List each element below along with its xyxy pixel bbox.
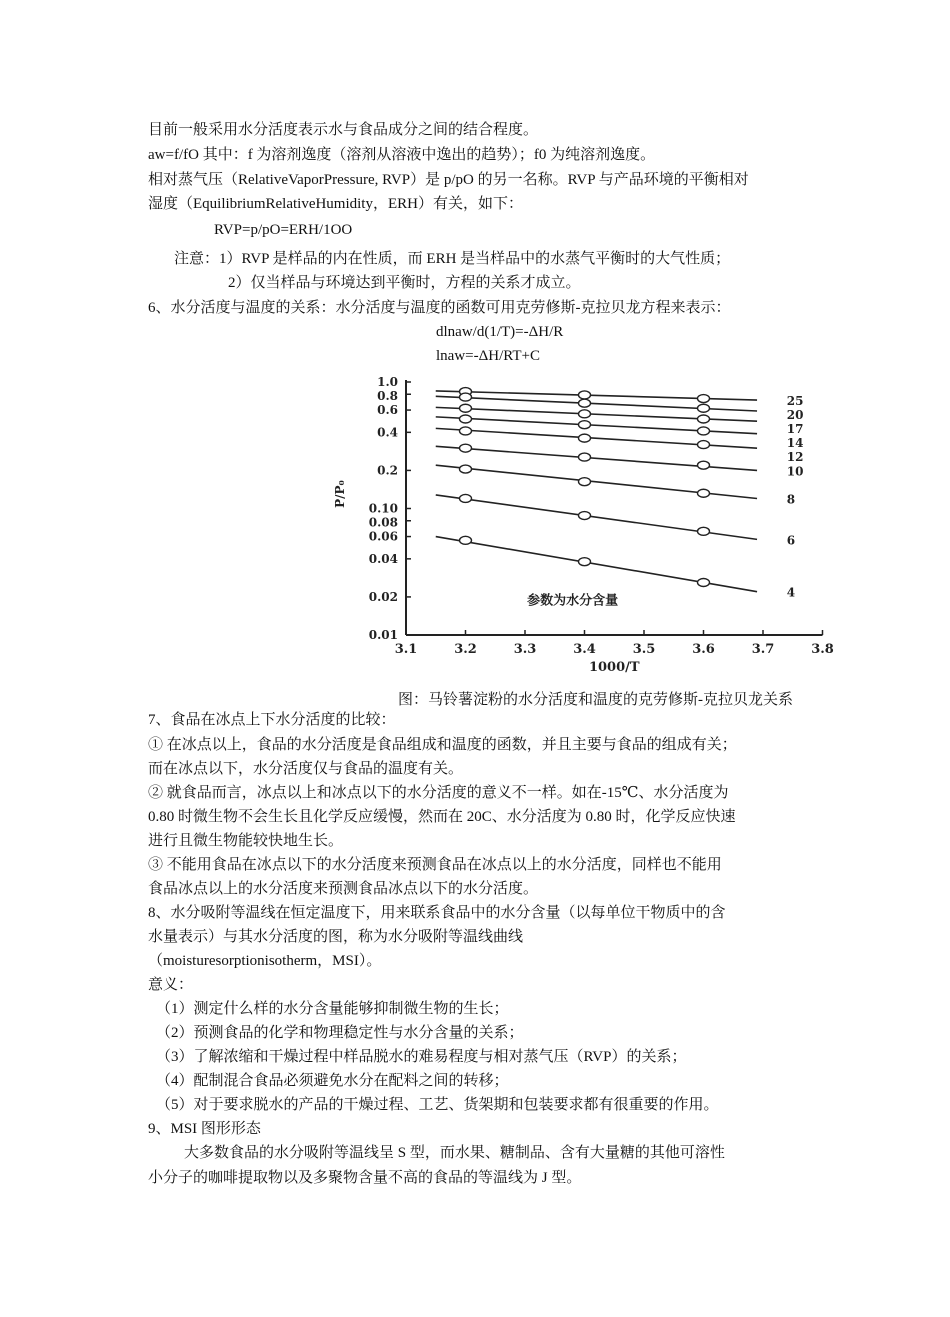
data-point-14 (579, 421, 591, 429)
series-label: 25 (786, 394, 804, 409)
data-point-17 (698, 415, 710, 423)
data-point-4 (460, 536, 472, 544)
section-8-line: 8、水分吸附等温线在恒定温度下，用来联系食品中的水分含量（以每单位干物质中的含 (148, 905, 726, 921)
data-point-10 (460, 444, 472, 452)
note-line: 2）仅当样品与环境达到平衡时，方程的关系才成立。 (228, 275, 581, 291)
data-point-10 (698, 461, 710, 469)
series-label: 6 (786, 533, 796, 548)
data-point-6 (698, 527, 710, 535)
x-axis-label: 1000/T (588, 660, 640, 675)
intro-line: 湿度（EquilibriumRelativeHumidity，ERH）有关，如下： (148, 196, 523, 212)
section-7-line: ① 在冰点以上，食品的水分活度是食品组成和温度的函数，并且主要与食品的组成有关； (148, 737, 737, 753)
equation-2: lnaw=-ΔH/RT+C (436, 348, 540, 364)
y-tick-label: 0.02 (368, 589, 398, 604)
data-point-8 (460, 465, 472, 473)
data-point-12 (698, 441, 710, 449)
significance-item: （3）了解浓缩和干燥过程中样品脱水的难易程度与相对蒸气压（RVP）的关系； (156, 1049, 687, 1065)
y-axis-label: P/P₀ (333, 480, 347, 508)
series-label: 20 (786, 408, 804, 423)
series-label: 14 (786, 436, 804, 451)
data-point-12 (460, 427, 472, 435)
series-label: 17 (786, 422, 804, 437)
significance-item: （5）对于要求脱水的产品的干燥过程、工艺、货架期和包装要求都有很重要的作用。 (156, 1097, 719, 1113)
y-tick-label: 0.04 (368, 551, 398, 566)
significance-item: （2）预测食品的化学和物理稳定性与水分含量的关系； (156, 1025, 524, 1041)
data-point-17 (460, 404, 472, 412)
note-line: 注意：1）RVP 是样品的内在性质，而 ERH 是当样品中的水蒸气平衡时的大气性质； (174, 251, 731, 267)
clausius-clapeyron-chart (330, 370, 834, 680)
data-point-20 (698, 404, 710, 412)
series-label: 12 (786, 450, 804, 465)
data-point-14 (460, 415, 472, 423)
series-label: 10 (786, 464, 804, 479)
data-point-8 (698, 489, 710, 497)
section-9-line: 小分子的咖啡提取物以及多聚物含量不高的食品的等温线为 J 型。 (148, 1170, 582, 1186)
y-tick-label: 0.08 (368, 515, 398, 530)
section-7-line: ③ 不能用食品在冰点以下的水分活度来预测食品在冰点以上的水分活度，同样也不能用 (148, 857, 722, 873)
significance-item: （4）配制混合食品必须避免水分在配料之间的转移； (156, 1073, 509, 1089)
data-point-8 (579, 478, 591, 486)
section-7-line: 食品冰点以上的水分活度来预测食品冰点以下的水分活度。 (148, 881, 539, 897)
intro-line: aw=f/fO 其中：f 为溶剂逸度（溶剂从溶液中逸出的趋势）；f0 为纯溶剂逸度。 (148, 147, 656, 163)
significance-label: 意义： (148, 977, 194, 993)
section-7-heading: 7、食品在冰点上下水分活度的比较： (148, 712, 396, 728)
data-point-4 (579, 558, 591, 566)
data-point-25 (698, 395, 710, 403)
intro-line: 相对蒸气压（RelativeVaporPressure, RVP）是 p/pO 的另一名称。RVP 与产品环境的平衡相对 (148, 172, 749, 188)
section-8-line: （moisturesorptionisotherm，MSI）。 (148, 953, 382, 969)
x-tick-label: 3.7 (751, 642, 775, 657)
x-tick-label: 3.3 (513, 642, 537, 657)
y-tick-label: 0.4 (377, 425, 398, 440)
x-tick-label: 3.8 (811, 642, 834, 657)
y-tick-label: 1.0 (377, 375, 398, 389)
figure-caption: 图：马铃薯淀粉的水分活度和温度的克劳修斯-克拉贝龙关系 (398, 692, 793, 708)
rvp-equation: RVP=p/pO=ERH/1OO (214, 222, 353, 238)
data-point-6 (579, 512, 591, 520)
section-9-heading: 9、MSI 图形形态 (148, 1121, 261, 1137)
data-point-12 (579, 434, 591, 442)
section-9-line: 大多数食品的水分吸附等温线呈 S 型，而水果、糖制品、含有大量糖的其他可溶性 (184, 1145, 725, 1161)
x-tick-label: 3.4 (573, 642, 596, 657)
x-tick-label: 3.5 (632, 642, 656, 657)
data-point-14 (698, 427, 710, 435)
y-tick-label: 0.10 (368, 501, 398, 516)
equation-1: dlnaw/d(1/T)=-ΔH/R (436, 324, 564, 340)
section-7-line: ② 就食品而言，冰点以上和冰点以下的水分活度的意义不一样。如在-15℃、水分活度为 (148, 785, 729, 801)
series-label: 8 (786, 492, 796, 507)
x-tick-label: 3.1 (394, 642, 418, 657)
y-tick-label: 0.6 (377, 403, 398, 418)
series-label: 4 (786, 585, 796, 600)
data-point-10 (579, 453, 591, 461)
section-7-line: 而在冰点以下，水分活度仅与食品的温度有关。 (148, 761, 464, 777)
y-tick-label: 0.2 (377, 463, 398, 478)
section-6-heading: 6、水分活度与温度的关系：水分活度与温度的函数可用克劳修斯-克拉贝龙方程来表示： (148, 300, 731, 316)
section-7-line: 进行且微生物能较快地生长。 (148, 833, 344, 849)
data-point-17 (579, 410, 591, 418)
y-tick-label: 0.01 (368, 628, 398, 642)
data-point-20 (579, 399, 591, 407)
x-tick-label: 3.2 (454, 642, 477, 657)
intro-line: 目前一般采用水分活度表示水与食品成分之间的结合程度。 (148, 122, 539, 138)
data-point-25 (579, 391, 591, 399)
data-point-4 (698, 579, 710, 587)
section-8-line: 水量表示）与其水分活度的图，称为水分吸附等温线曲线 (148, 929, 524, 945)
data-point-6 (460, 494, 472, 502)
section-7-line: 0.80 时微生物不会生长且化学反应缓慢，然而在 20C、水分活度为 0.80 时，化学反应快速 (148, 809, 736, 825)
y-tick-label: 0.8 (377, 389, 398, 403)
significance-item: （1）测定什么样的水分含量能够抑制微生物的生长； (156, 1001, 509, 1017)
x-tick-label: 3.6 (692, 642, 715, 657)
y-tick-label: 0.06 (368, 529, 398, 544)
chart-annotation: 参数为水分含量 (527, 593, 619, 609)
data-point-20 (460, 393, 472, 401)
